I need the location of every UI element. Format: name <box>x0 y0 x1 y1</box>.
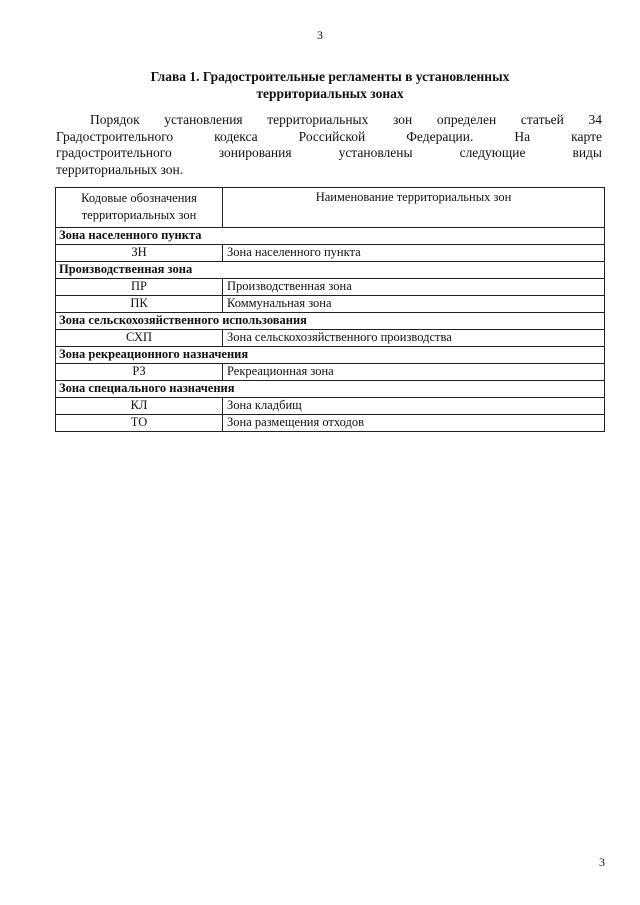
zone-code-cell: ПР <box>56 279 223 296</box>
table-header-row <box>56 188 605 228</box>
zone-group-title: Зона сельскохозяйственного использования <box>56 313 605 330</box>
table-row <box>56 398 605 415</box>
zone-group-row <box>56 381 605 398</box>
zone-code-cell: КЛ <box>56 398 223 415</box>
header-name-cell: Наименование территориальных зон <box>223 188 605 228</box>
table-row <box>56 296 605 313</box>
zone-group-title: Производственная зона <box>56 262 605 279</box>
zone-group-row <box>56 347 605 364</box>
zone-name-cell: Зона кладбищ <box>223 398 605 415</box>
zone-group-title: Зона специального назначения <box>56 381 605 398</box>
intro-paragraph <box>56 112 602 178</box>
zone-code-cell: РЗ <box>56 364 223 381</box>
zone-code-cell: ПК <box>56 296 223 313</box>
zone-code-cell: ТО <box>56 415 223 432</box>
header-code-cell: Кодовые обозначения территориальных зон <box>56 188 223 228</box>
zone-group-row <box>56 313 605 330</box>
table-row <box>56 364 605 381</box>
chapter-title-line-1: Глава 1. Градостроительные регламенты в установленных <box>150 69 510 84</box>
zone-group-row <box>56 262 605 279</box>
zone-name-cell: Коммунальная зона <box>223 296 605 313</box>
zone-group-title: Зона населенного пункта <box>56 228 605 245</box>
table-row <box>56 279 605 296</box>
page-number-top: 3 <box>317 28 323 42</box>
intro-line: Порядок установления территориальных зон определен статьей 34 <box>90 112 602 127</box>
table-row <box>56 245 605 262</box>
zone-name-cell: Рекреационная зона <box>223 364 605 381</box>
zone-group-row <box>56 228 605 245</box>
zone-group-title: Зона рекреационного назначения <box>56 347 605 364</box>
chapter-title <box>110 68 550 102</box>
zone-code-cell: ЗН <box>56 245 223 262</box>
zone-code-cell: СХП <box>56 330 223 347</box>
zone-name-cell: Зона размещения отходов <box>223 415 605 432</box>
zone-name-cell: Зона населенного пункта <box>223 245 605 262</box>
table-row <box>56 330 605 347</box>
table-row <box>56 415 605 432</box>
intro-line: территориальных зон. <box>56 161 184 177</box>
zone-name-cell: Зона сельскохозяйственного производства <box>223 330 605 347</box>
intro-line: градостроительного зонирования установлены следующие виды <box>56 145 602 160</box>
zones-table <box>55 187 605 432</box>
zone-name-cell: Производственная зона <box>223 279 605 296</box>
page-number-bottom: 3 <box>599 855 605 869</box>
intro-line: Градостроительного кодекса Российской Федерации. На карте <box>56 128 602 144</box>
chapter-title-line-2: территориальных зонах <box>256 86 404 101</box>
